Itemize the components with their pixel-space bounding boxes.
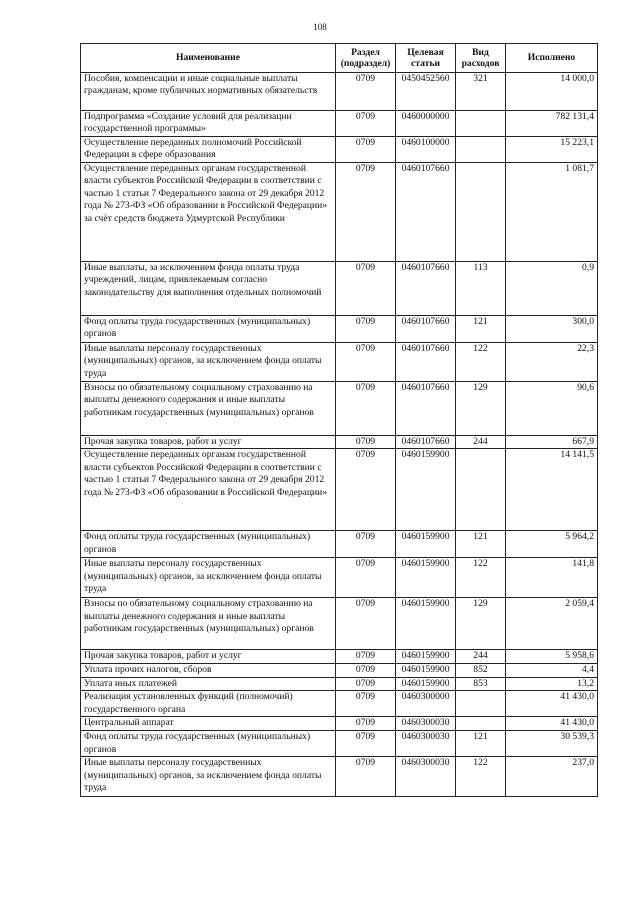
cell-target: 0460300030 [396,717,456,731]
table-row [81,262,598,316]
cell-kind: 321 [456,73,506,111]
cell-executed: 13,2 [506,677,598,690]
cell-name: Уплата иных платежей [81,677,336,690]
cell-section: 0709 [336,757,396,797]
cell-kind [456,449,506,531]
cell-name: Иные выплаты персоналу государственных (муниципальных) органов, за исключением фонда оплаты труда [81,757,336,797]
cell-executed: 4,4 [506,664,598,677]
cell-kind: 122 [456,343,506,382]
table-row [81,316,598,343]
cell-executed: 15 223,1 [506,137,598,163]
column-header-name: Наименование [81,44,336,73]
cell-executed: 782 131,4 [506,111,598,137]
table-row [81,163,598,262]
cell-name: Уплата прочих налогов, сборов [81,664,336,677]
cell-section: 0709 [336,717,396,731]
column-header-target: Целевая статьи [396,44,456,73]
cell-name: Прочая закупка товаров, работ и услуг [81,650,336,664]
table-row [81,382,598,436]
cell-target: 0460159900 [396,677,456,690]
table-row [81,691,598,717]
table-row [81,677,598,690]
cell-executed: 5 964,2 [506,531,598,558]
cell-section: 0709 [336,598,396,650]
cell-target: 0460159900 [396,449,456,531]
cell-target: 0460159900 [396,664,456,677]
cell-section: 0709 [336,111,396,137]
cell-target: 0460107660 [396,163,456,262]
cell-target: 0460159900 [396,558,456,598]
cell-section: 0709 [336,677,396,690]
cell-kind [456,717,506,731]
cell-section: 0709 [336,343,396,382]
cell-name: Иные выплаты персоналу государственных (муниципальных) органов, за исключением фонда оплаты труда [81,343,336,382]
table-row [81,664,598,677]
cell-kind: 244 [456,650,506,664]
cell-executed: 14 141,5 [506,449,598,531]
cell-kind: 121 [456,531,506,558]
cell-target: 0460107660 [396,436,456,449]
cell-target: 0460159900 [396,531,456,558]
cell-kind [456,691,506,717]
cell-target: 0460159900 [396,650,456,664]
cell-name: Взносы по обязательному социальному страхованию на выплаты денежного содержания и иные выплаты работникам государственных (муниципальных) органов [81,382,336,436]
cell-target: 0460100000 [396,137,456,163]
cell-name: Фонд оплаты труда государственных (муниципальных) органов [81,731,336,757]
cell-kind: 121 [456,731,506,757]
table-row [81,650,598,664]
cell-section: 0709 [336,262,396,316]
cell-kind: 853 [456,677,506,690]
cell-section: 0709 [336,558,396,598]
table-row [81,558,598,598]
cell-section: 0709 [336,650,396,664]
cell-kind [456,137,506,163]
cell-kind: 852 [456,664,506,677]
cell-kind: 129 [456,598,506,650]
cell-target: 0460107660 [396,316,456,343]
cell-target: 0460300030 [396,757,456,797]
cell-section: 0709 [336,73,396,111]
cell-target: 0460000000 [396,111,456,137]
cell-executed: 5 958,6 [506,650,598,664]
column-header-kind: Вид расходов [456,44,506,73]
cell-executed: 141,8 [506,558,598,598]
cell-executed: 30 539,3 [506,731,598,757]
cell-name: Подпрограмма «Создание условий для реализации государственной программы» [81,111,336,137]
cell-name: Иные выплаты персоналу государственных (муниципальных) органов, за исключением фонда оплаты труда [81,558,336,598]
cell-section: 0709 [336,531,396,558]
table-row [81,111,598,137]
cell-target: 0460159900 [396,598,456,650]
cell-executed: 0,9 [506,262,598,316]
cell-executed: 90,6 [506,382,598,436]
cell-kind [456,163,506,262]
cell-executed: 22,3 [506,343,598,382]
cell-name: Фонд оплаты труда государственных (муниципальных) органов [81,316,336,343]
cell-section: 0709 [336,664,396,677]
cell-executed: 237,0 [506,757,598,797]
cell-executed: 1 081,7 [506,163,598,262]
cell-name: Осуществление переданных органам государственной власти субъектов Российской Федерации в соответствии с частью 1 статьи 7 Федерального закона от 29 декабря 2012 года № 273-ФЗ «Об образовании в Российской Федерации» [81,449,336,531]
cell-target: 0460300000 [396,691,456,717]
cell-target: 0460107660 [396,343,456,382]
cell-section: 0709 [336,436,396,449]
cell-name: Реализация установленных функций (полномочий) государственного органа [81,691,336,717]
column-header-section: Раздел (подраздел) [336,44,396,73]
cell-executed: 667,9 [506,436,598,449]
cell-kind [456,111,506,137]
cell-name: Взносы по обязательному социальному страхованию на выплаты денежного содержания и иные выплаты работникам государственных (муниципальных) органов [81,598,336,650]
cell-name: Осуществление переданных полномочий Российской Федерации в сфере образования [81,137,336,163]
cell-section: 0709 [336,449,396,531]
cell-section: 0709 [336,382,396,436]
budget-table [80,43,598,797]
page-number: 108 [313,22,327,32]
cell-target: 0450452560 [396,73,456,111]
cell-executed: 41 430,0 [506,717,598,731]
cell-kind: 113 [456,262,506,316]
cell-kind: 122 [456,558,506,598]
table-row [81,531,598,558]
table-row [81,731,598,757]
table-body [81,73,598,797]
cell-target: 0460107660 [396,382,456,436]
cell-section: 0709 [336,691,396,717]
table-row [81,757,598,797]
cell-executed: 41 430,0 [506,691,598,717]
cell-section: 0709 [336,137,396,163]
table-row [81,449,598,531]
cell-name: Фонд оплаты труда государственных (муниципальных) органов [81,531,336,558]
cell-section: 0709 [336,163,396,262]
table-row [81,598,598,650]
cell-executed: 300,0 [506,316,598,343]
table-row [81,343,598,382]
cell-kind: 129 [456,382,506,436]
cell-name: Центральный аппарат [81,717,336,731]
cell-section: 0709 [336,316,396,343]
cell-target: 0460107660 [396,262,456,316]
table-row [81,137,598,163]
cell-kind: 244 [456,436,506,449]
header-row [81,44,598,73]
cell-target: 0460300030 [396,731,456,757]
cell-name: Прочая закупка товаров, работ и услуг [81,436,336,449]
column-header-executed: Исполнено [506,44,598,73]
cell-name: Иные выплаты, за исключением фонда оплаты труда учреждений, лицам, привлекаемым согласно законодательству для выполнения отдельных полномочий [81,262,336,316]
cell-name: Осуществление переданных органам государственной власти субъектов Российской Федерации в соответствии с частью 1 статьи 7 Федерального закона от 29 декабря 2012 года № 273-ФЗ «Об образовании в Российской Федерации» за счёт средств бюджета Удмуртской Республики [81,163,336,262]
table-row [81,73,598,111]
cell-kind: 121 [456,316,506,343]
cell-executed: 14 000,0 [506,73,598,111]
cell-kind: 122 [456,757,506,797]
cell-section: 0709 [336,731,396,757]
table-row [81,717,598,731]
table-row [81,436,598,449]
cell-executed: 2 059,4 [506,598,598,650]
cell-name: Пособия, компенсации и иные социальные выплаты гражданам, кроме публичных нормативных обязательств [81,73,336,111]
